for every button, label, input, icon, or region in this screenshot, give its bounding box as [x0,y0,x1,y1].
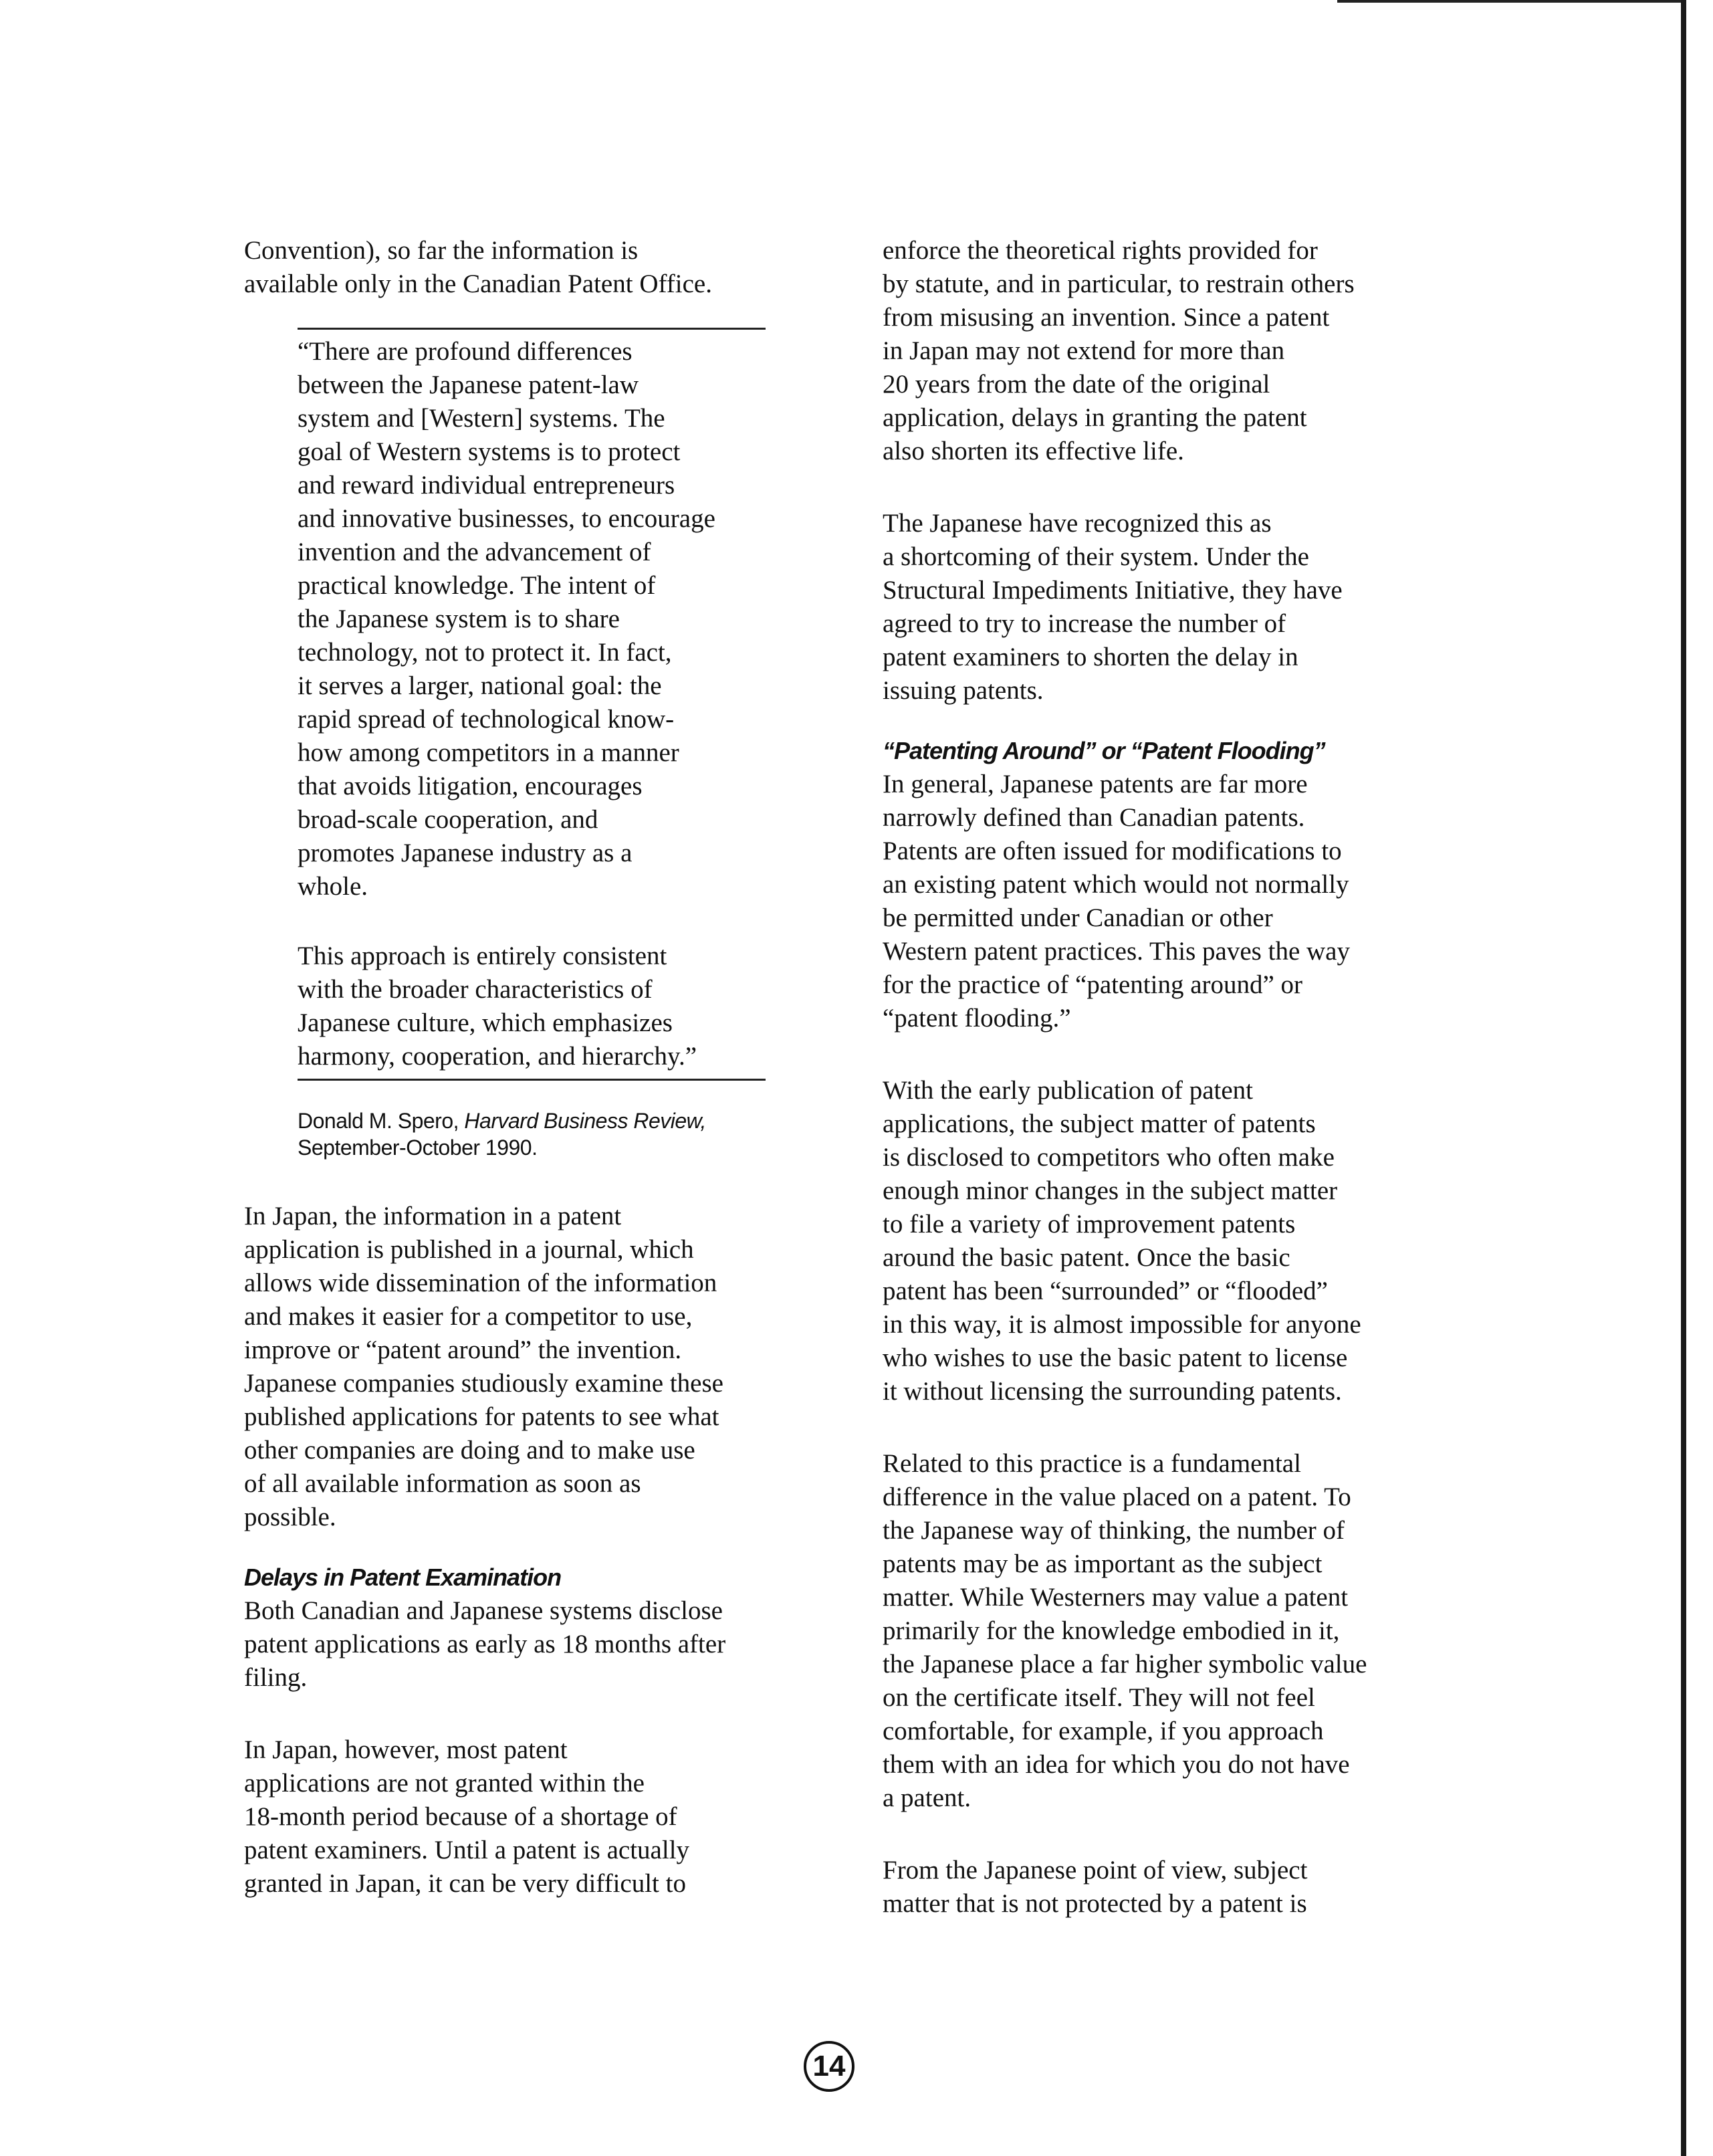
paragraph-early-publication: With the early publication of patent applications, the subject matter of patents is disclosed to competitors who often make enough minor changes in the subject matter to file a variety of improvement patents around the basic patent. Once the basic patent has been “surrounded” or “flooded” in this way, it is almost impossible for anyone who wishes to use the basic patent to license it without licensing the surrounding patents. [883,1076,1361,1406]
scan-edge-top [1337,0,1685,3]
pull-quote [298,328,766,1161]
quote-paragraph-1: “There are profound differences between the Japanese patent-law system and [Western] systems. The goal of Western systems is to protect and reward individual entrepreneurs and innovative businesses, to encourage invention and the advancement of practical knowledge. The intent of the Japanese system is to share technology, not to protect it. In fact, it serves a larger, national goal: the rapid spread of technological know- how among competitors in a manner that avoids litigation, encourages broad-scale cooperation, and promotes Japanese industry as a whole. [298,337,715,901]
intro-paragraph: Convention), so far the information is available only in the Canadian Patent Office. [244,236,712,298]
attribution-author: Donald M. Spero, [298,1109,465,1133]
quote-bottom-rule [298,1079,766,1081]
paragraph-recognized: The Japanese have recognized this as a shortcoming of their system. Under the Structural Impediments Initiative, they have agreed to try to increase the number of patent examiners to shorten the delay in issuing patents. [883,509,1343,705]
paragraph-general: In general, Japanese patents are far more narrowly defined than Canadian patents. Patents are often issued for modifications to an existing patent which would not normally be permitted under Canadian or other Western patent practices. This paves the way for the practice of “patenting around” or “patent flooding.” [883,770,1350,1033]
paragraph-enforce: enforce the theoretical rights provided for by statute, and in particular, to restrain others from misusing an invention. Since a patent in Japan may not extend for more than 20 years from the date of the original application, delays in granting the patent also shorten its effective life. [883,236,1355,465]
right-column [883,234,1458,1921]
paragraph-delays: Both Canadian and Japanese systems disclose patent applications as early as 18 months after filing. [244,1596,726,1692]
paragraph-japan-journal: In Japan, the information in a patent application is published in a journal, which allows wide dissemination of the information and makes it easier for a competitor to use, improve or “patent around” the invention. Japanese companies studiously examine these published applications for patents to see what other companies are doing and to make use of all available information as soon as possible. [244,1202,723,1531]
heading-patent-flooding: “Patenting Around” or “Patent Flooding” [883,737,1325,764]
quote-attribution [298,1107,766,1161]
paragraph-however: In Japan, however, most patent applications are not granted within the 18-month period because of a shortage of patent examiners. Until a patent is actually granted in Japan, it can be very difficult to [244,1735,690,1898]
scan-edge-right [1681,0,1686,2156]
attribution-date: September-October 1990. [298,1136,538,1160]
paragraph-related: Related to this practice is a fundamental difference in the value placed on a patent. To the Japanese way of thinking, the number of patents may be as important as the subject matter. While Westerners may value a patent primarily for the knowledge embodied in it, the Japanese place a far higher symbolic value on the certificate itself. They will not feel comfortable, for example, if you approach them with an idea for which you do not have a patent. [883,1449,1367,1812]
quote-top-rule [298,328,766,330]
quote-paragraph-2: This approach is entirely consistent with the broader characteristics of Japanese culture, which emphasizes harmony, cooperation, and hierarchy.” [298,942,697,1071]
page-number: 14 [804,2041,854,2092]
left-column [244,234,806,1901]
heading-delays: Delays in Patent Examination [244,1564,562,1591]
attribution-journal: Harvard Business Review, [464,1109,706,1133]
paragraph-point-of-view: From the Japanese point of view, subject matter that is not protected by a patent is [883,1856,1308,1918]
